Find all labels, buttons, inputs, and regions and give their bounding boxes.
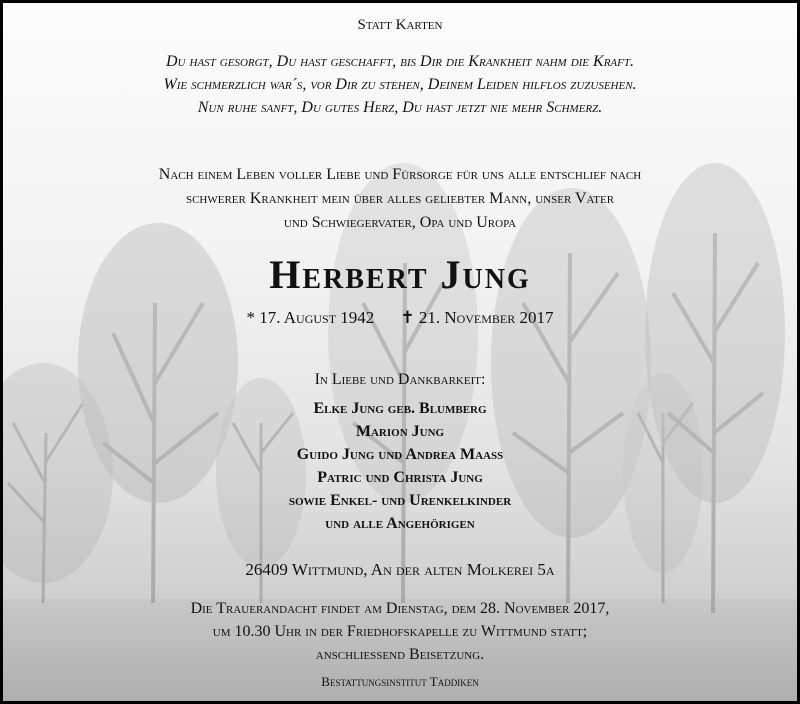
heading: Statt Karten [357, 17, 443, 33]
mourner-5: sowie Enkel- und Urenkelkinder [288, 492, 512, 509]
mourner-1: Elke Jung geb. Blumberg [313, 400, 487, 417]
intro-line-3: und Schwiegervater, Opa und Uropa [283, 214, 517, 231]
death-date: 21. November 2017 [418, 308, 554, 327]
verse-line-1: Du hast gesorgt, Du hast geschafft, bis Dir die Krankheit nahm die Kraft. [166, 53, 634, 70]
intro-line-2: schwerer Krankheit mein über alles geliebter Mann, unser Vater [185, 190, 615, 207]
mourner-6: und alle Angehörigen [325, 515, 475, 532]
intro-line-1: Nach einem Leben voller Liebe und Fürsorge für uns alle entschlief nach [158, 166, 642, 183]
verse-line-3: Nun ruhe sanft, Du gutes Herz, Du hast jetzt nie mehr Schmerz. [197, 99, 603, 116]
mourner-3: Guido Jung und Andrea Maass [296, 446, 504, 463]
deceased-name: Herbert Jung [269, 252, 531, 297]
life-dates [3, 308, 797, 328]
mourner-2: Marion Jung [355, 423, 445, 440]
birth-date: * 17. August 1942 [246, 308, 375, 327]
undertaker: Bestattungsinstitut Taddiken [321, 674, 479, 689]
funeral-line-2: um 10.30 Uhr in der Friedhofskapelle zu Wittmund statt; [212, 623, 588, 640]
thanks-line: In Liebe und Dankbarkeit: [314, 371, 486, 388]
cross-icon: ✝ [400, 308, 415, 327]
funeral-line-1: Die Trauerandacht findet am Dienstag, dem 28. November 2017, [190, 600, 610, 617]
mourner-4: Patric und Christa Jung [317, 469, 483, 486]
address: 26409 Wittmund, An der alten Molkerei 5a [245, 560, 555, 579]
verse-line-2: Wie schmerzlich war´s, vor Dir zu stehen, Deinem Leiden hilflos zuzusehen. [163, 76, 637, 93]
funeral-line-3: anschließend Beisetzung. [315, 646, 485, 663]
notice-text [3, 3, 800, 704]
